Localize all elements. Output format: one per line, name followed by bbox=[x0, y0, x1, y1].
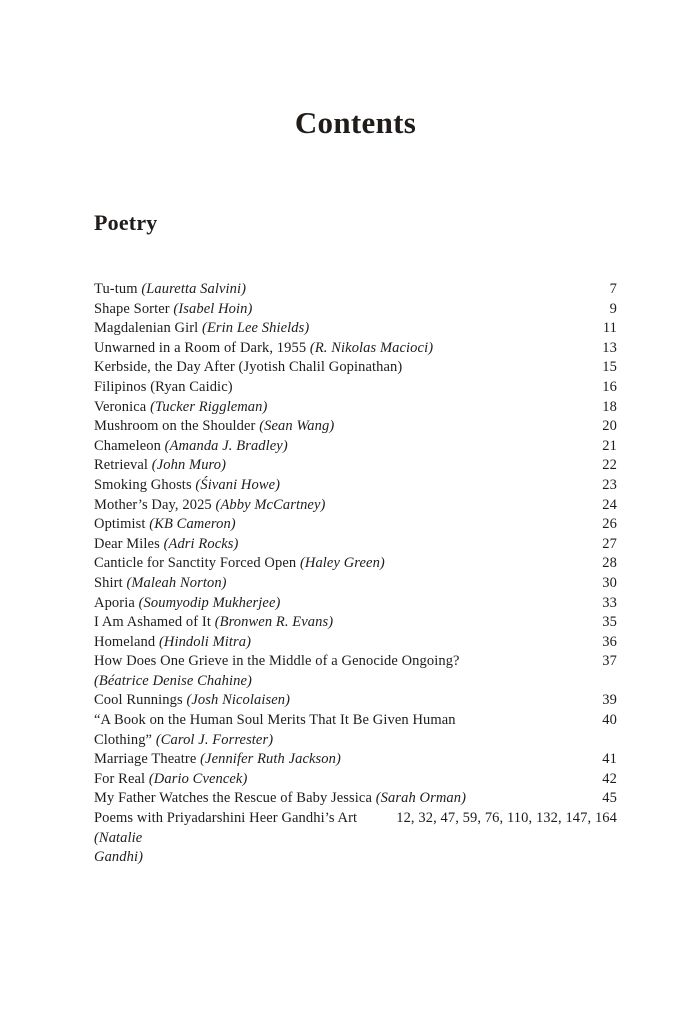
toc-entry-title: My Father Watches the Rescue of Baby Jessica (Sarah Orman) bbox=[94, 790, 467, 807]
toc-entry-page: 40 bbox=[602, 712, 617, 729]
toc-entry-page: 42 bbox=[602, 770, 617, 787]
toc-entry-page: 9 bbox=[609, 300, 617, 317]
toc-entry-title: Homeland (Hindoli Mitra) bbox=[94, 633, 252, 650]
toc-entry bbox=[94, 554, 617, 574]
toc-entry-title: I Am Ashamed of It (Bronwen R. Evans) bbox=[94, 614, 334, 631]
toc-entry-title: Kerbside, the Day After (Jyotish Chalil Gopinathan) bbox=[94, 359, 403, 376]
toc-entry bbox=[94, 574, 617, 594]
toc-entry-page: 27 bbox=[602, 535, 617, 552]
toc-entry-page: 18 bbox=[602, 398, 617, 415]
toc-entry-title: Veronica (Tucker Riggleman) bbox=[94, 398, 268, 415]
toc-entry bbox=[94, 711, 617, 750]
toc-entry-page: 24 bbox=[602, 496, 617, 513]
toc-entry bbox=[94, 594, 617, 614]
toc-entry-page: 41 bbox=[602, 751, 617, 768]
toc-entry-title: Mushroom on the Shoulder (Sean Wang) bbox=[94, 418, 335, 435]
toc-entry-title: Retrieval (John Muro) bbox=[94, 457, 227, 474]
toc-entry-page: 15 bbox=[602, 359, 617, 376]
section-heading-poetry: Poetry bbox=[94, 210, 158, 235]
toc-entry-title: Optimist (KB Cameron) bbox=[94, 516, 236, 533]
toc-entry bbox=[94, 280, 617, 300]
toc-entry-title: Chameleon (Amanda J. Bradley) bbox=[94, 437, 288, 454]
toc-entry-page: 12, 32, 47, 59, 76, 110, 132, 147, 164 bbox=[396, 810, 617, 827]
toc-entry bbox=[94, 456, 617, 476]
toc-entry-title: Mother’s Day, 2025 (Abby McCartney) bbox=[94, 496, 326, 513]
toc-entry-page: 28 bbox=[602, 555, 617, 572]
toc-entry-title: “A Book on the Human Soul Merits That It Be Given Human Clothing” (Carol J. Forrester) bbox=[94, 712, 456, 748]
contents-title: Contents bbox=[294, 105, 417, 140]
toc-entry bbox=[94, 535, 617, 555]
toc-entry bbox=[94, 319, 617, 339]
toc-entry bbox=[94, 691, 617, 711]
toc-entry-title: How Does One Grieve in the Middle of a Genocide Ongoing? (Béatrice Denise Chahine) bbox=[94, 653, 460, 689]
toc-entry bbox=[94, 496, 617, 516]
toc-entry-page: 20 bbox=[602, 418, 617, 435]
toc-entry bbox=[94, 437, 617, 457]
toc-entry-title: Aporia (Soumyodip Mukherjee) bbox=[94, 594, 281, 611]
toc-entry-page: 13 bbox=[602, 339, 617, 356]
toc-entry-page: 7 bbox=[609, 281, 617, 297]
toc-entry-page: 30 bbox=[602, 574, 617, 591]
toc-entry-title: Filipinos (Ryan Caidic) bbox=[94, 378, 233, 395]
toc-entry-page: 21 bbox=[602, 437, 617, 454]
toc-entry bbox=[94, 652, 617, 691]
toc-entry-page: 45 bbox=[602, 790, 617, 807]
toc-entry bbox=[94, 809, 617, 868]
toc-entry-title: For Real (Dario Cvencek) bbox=[94, 770, 248, 787]
toc-entry bbox=[94, 770, 617, 790]
toc-entry-title: Smoking Ghosts (Śivani Howe) bbox=[94, 476, 281, 493]
toc-entry bbox=[94, 378, 617, 398]
toc-entry-page: 35 bbox=[602, 614, 617, 631]
toc-entry bbox=[94, 750, 617, 770]
toc-entry bbox=[94, 613, 617, 633]
toc-entry bbox=[94, 339, 617, 359]
toc-entry-title: Marriage Theatre (Jennifer Ruth Jackson) bbox=[94, 751, 341, 768]
toc-entry-page: 16 bbox=[602, 378, 617, 395]
toc-entry bbox=[94, 417, 617, 437]
toc-entry bbox=[94, 789, 617, 809]
toc-entry bbox=[94, 476, 617, 496]
toc-entry-title: Dear Miles (Adri Rocks) bbox=[94, 535, 239, 552]
toc-entry-title: Poems with Priyadarshini Heer Gandhi’s Art (Natalie Gandhi) bbox=[94, 810, 358, 866]
toc-entry-title: Cool Runnings (Josh Nicolaisen) bbox=[94, 692, 291, 709]
toc-list bbox=[94, 280, 617, 868]
toc-entry-page: 23 bbox=[602, 476, 617, 493]
toc-entry-title: Tu-tum (Lauretta Salvini) bbox=[94, 281, 247, 297]
toc-entry bbox=[94, 300, 617, 320]
toc-entry bbox=[94, 633, 617, 653]
toc-entry bbox=[94, 398, 617, 418]
toc-entry-page: 33 bbox=[602, 594, 617, 611]
toc-entry-page: 37 bbox=[602, 653, 617, 670]
toc-entry bbox=[94, 358, 617, 378]
toc-entry-page: 36 bbox=[602, 633, 617, 650]
toc-entry bbox=[94, 515, 617, 535]
toc-entry-title: Canticle for Sanctity Forced Open (Haley Green) bbox=[94, 555, 385, 572]
toc-entry-page: 39 bbox=[602, 692, 617, 709]
toc-entry-title: Shape Sorter (Isabel Hoin) bbox=[94, 300, 253, 317]
toc-entry-page: 22 bbox=[602, 457, 617, 474]
toc-entry-page: 26 bbox=[602, 516, 617, 533]
toc-entry-title: Unwarned in a Room of Dark, 1955 (R. Nikolas Macioci) bbox=[94, 339, 434, 356]
toc-entry-page: 11 bbox=[602, 320, 617, 337]
toc-entry-title: Magdalenian Girl (Erin Lee Shields) bbox=[94, 320, 310, 337]
toc-entry-title: Shirt (Maleah Norton) bbox=[94, 574, 227, 591]
